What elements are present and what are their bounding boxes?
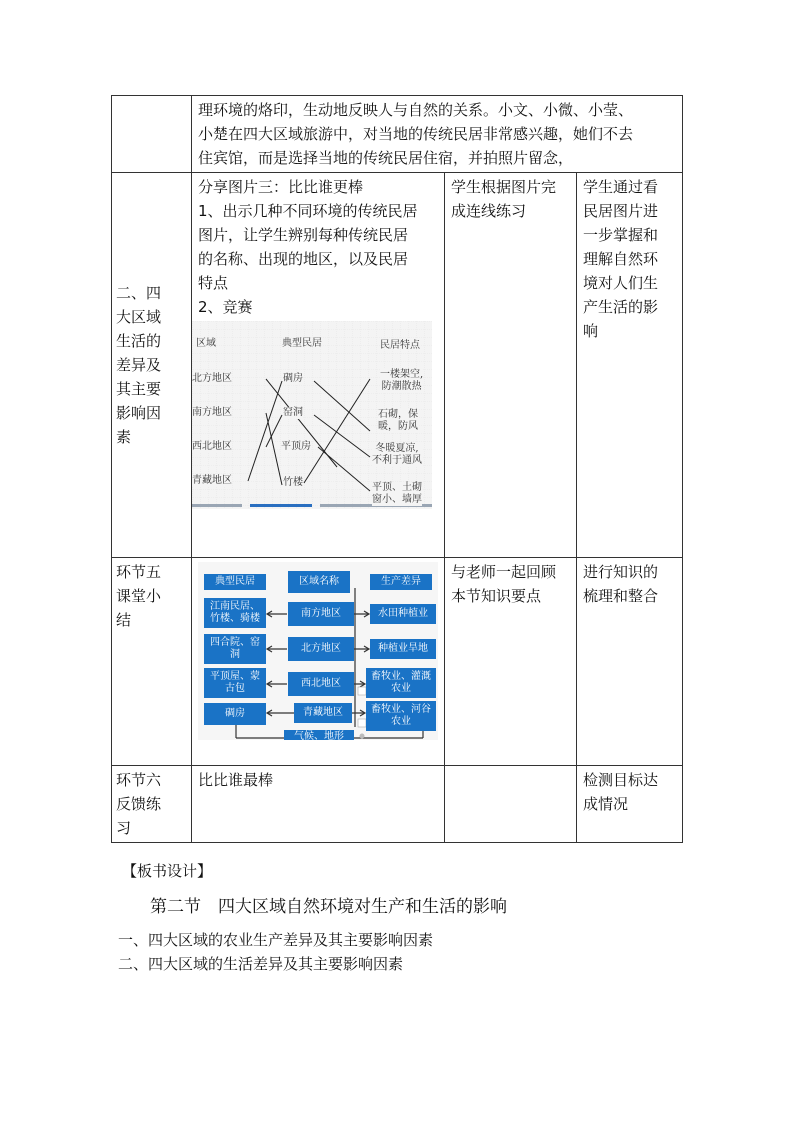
text-line: 大区域	[116, 308, 162, 326]
column-header: 典型民居	[282, 338, 322, 349]
dwelling-label: 竹楼	[283, 477, 303, 488]
summary-figure	[198, 562, 438, 740]
text-line: 2、竞赛	[198, 298, 253, 316]
text-line: 住宾馆，而是选择当地的传统民居住宿，并拍照片留念，	[198, 149, 574, 167]
table-row	[112, 558, 683, 766]
region-label: 西北地区	[192, 441, 232, 452]
design-intent-cell	[577, 558, 683, 766]
column-header-box: 生产差异	[370, 574, 432, 590]
text-line: 一步掌握和	[583, 226, 659, 244]
text-line: 成连线练习	[451, 202, 527, 220]
text-line: 学生通过看	[583, 178, 659, 196]
region-box: 北方地区	[288, 637, 354, 661]
matching-exercise-figure	[192, 321, 432, 509]
board-item: 一、四大区域的农业生产差异及其主要影响因素	[118, 931, 434, 949]
region-box: 南方地区	[288, 602, 354, 626]
production-box: 畜牧业、河谷 农业	[366, 701, 436, 731]
teacher-activity-cell	[192, 558, 445, 766]
lesson-plan-table	[111, 95, 683, 843]
region-label: 青藏地区	[192, 475, 232, 486]
production-box: 水田种植业	[370, 604, 436, 624]
dwelling-label: 碉房	[283, 373, 303, 384]
dwelling-box: 平顶屋、蒙 古包	[204, 668, 266, 698]
text-line: 比比谁最棒	[198, 771, 274, 789]
student-activity-cell	[445, 558, 577, 766]
feature-label: 冬暖夏凉, 不利于通风	[372, 443, 422, 466]
column-header-box: 区域名称	[288, 571, 350, 593]
text-line: 反馈练	[116, 795, 162, 813]
dwelling-label: 平顶房	[281, 441, 311, 452]
text-line: 特点	[198, 274, 229, 292]
column-header: 民居特点	[380, 340, 420, 351]
text-line: 生活的	[116, 332, 162, 350]
text-line: 成情况	[583, 795, 629, 813]
region-box: 青藏地区	[294, 703, 352, 723]
student-activity-cell	[445, 173, 577, 558]
board-heading: 第二节 四大区域自然环境对生产和生活的影响	[150, 897, 507, 917]
text-line: 课堂小	[116, 587, 162, 605]
dwelling-box: 碉房	[204, 703, 266, 725]
column-header-box: 典型民居	[204, 574, 266, 590]
text-line: 境对人们生	[583, 274, 659, 292]
feature-label: 一楼架空, 防潮散热	[380, 369, 424, 392]
text-line: 差异及	[116, 356, 162, 374]
text-line: 理环境的烙印，生动地反映人与自然的关系。小文、小微、小莹、	[198, 101, 634, 119]
text-line: 习	[116, 819, 132, 837]
region-label: 南方地区	[192, 407, 232, 418]
text-line: 影响因	[116, 404, 162, 422]
region-label: 北方地区	[192, 373, 232, 384]
text-line: 与老师一起回顾	[451, 563, 557, 581]
text-line: 环节六	[116, 771, 162, 789]
text-line: 检测目标达	[583, 771, 659, 789]
text-line: 二、四	[116, 284, 162, 302]
feature-label: 石砌，保 暖，防风	[378, 409, 418, 432]
text-line: 环节五	[116, 563, 162, 581]
text-line: 图片，让学生辨别每种传统民居	[198, 226, 409, 244]
text-line: 素	[116, 428, 132, 446]
section-label-cell	[112, 766, 192, 843]
section-label-cell	[112, 173, 192, 558]
table-row	[112, 173, 683, 558]
text-line: 的名称、出现的地区，以及民居	[198, 250, 409, 268]
section-label-cell	[112, 558, 192, 766]
production-box: 种植业旱地	[370, 639, 436, 659]
region-box: 西北地区	[288, 672, 354, 696]
text-line: 学生根据图片完	[451, 178, 557, 196]
dwelling-label: 窑洞	[283, 407, 303, 418]
dwelling-box: 江南民居、 竹楼、骑楼	[204, 598, 266, 628]
text-line: 小楚在四大区域旅游中，对当地的传统民居非常感兴趣，她们不去	[198, 125, 634, 143]
feature-label: 平顶、土砌 窗小、墙厚	[372, 482, 422, 505]
table-row	[112, 96, 683, 173]
text-line: 其主要	[116, 380, 162, 398]
design-intent-cell	[577, 766, 683, 843]
text-line: 分享图片三：比比谁更棒	[198, 178, 364, 196]
text-line: 进行知识的	[583, 563, 659, 581]
teacher-activity-cell	[192, 173, 445, 558]
text-line: 理解自然环	[583, 250, 659, 268]
text-line: 响	[583, 322, 599, 340]
text-line: 1、出示几种不同环境的传统民居	[198, 202, 418, 220]
table-cell	[112, 96, 192, 173]
production-box: 畜牧业、灌溉 农业	[366, 668, 436, 698]
design-intent-cell	[577, 173, 683, 558]
text-line: 梳理和整合	[583, 587, 659, 605]
text-line: 结	[116, 611, 132, 629]
table-row	[112, 766, 683, 843]
teacher-activity-cell	[192, 766, 445, 843]
text-line: 本节知识要点	[451, 587, 542, 605]
text-line: 产生活的影	[583, 298, 659, 316]
dwelling-box: 四合院、窑 洞	[204, 634, 266, 664]
text-line: 民居图片进	[583, 202, 659, 220]
column-header: 区域	[196, 338, 216, 349]
board-design-title: 【板书设计】	[122, 862, 213, 880]
board-item: 二、四大区域的生活差异及其主要影响因素	[118, 955, 404, 973]
factor-box: 气候、地形	[284, 730, 354, 740]
intro-text-cell	[192, 96, 683, 173]
student-activity-cell	[445, 766, 577, 843]
